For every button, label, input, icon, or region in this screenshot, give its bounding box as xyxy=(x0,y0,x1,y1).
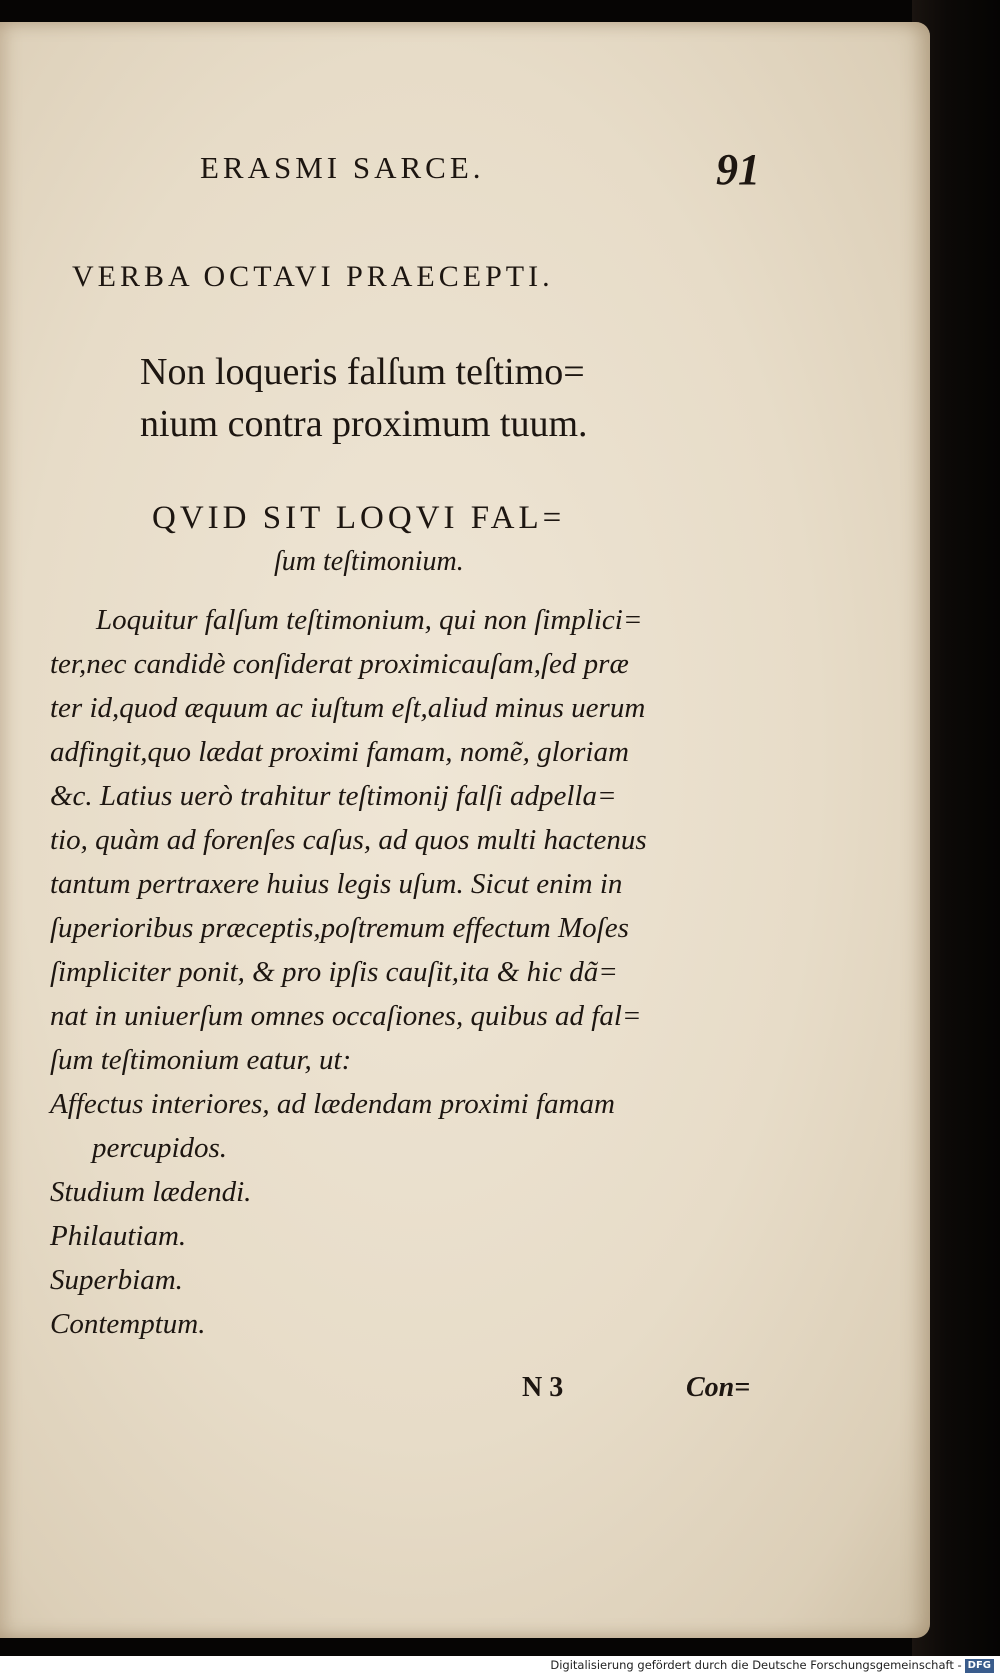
running-header: ERASMI SARCE. xyxy=(200,150,485,185)
page-number: 91 xyxy=(716,145,760,194)
commandment-line: Non loqueris falſum teſtimo= xyxy=(140,351,585,393)
list-item: Studium lædendi. xyxy=(50,1176,252,1208)
list-item: Philautiam. xyxy=(50,1220,187,1252)
body-text-line: nat in uniuerſum omnes occaſiones, quibus ad fal= xyxy=(50,1000,642,1032)
body-text-line: tio, quàm ad forenſes caſus, ad quos multi hactenus xyxy=(50,824,647,856)
list-item: Superbiam. xyxy=(50,1264,183,1296)
book-page xyxy=(0,22,930,1638)
body-text-line: ſimpliciter ponit, & pro ipſis cauſit,ita & hic dã= xyxy=(50,956,618,988)
catchword: Con= xyxy=(686,1372,751,1403)
body-text-line: ſuperioribus præceptis,poſtremum effectum Moſes xyxy=(50,912,629,944)
body-text-line: ter,nec candidè conſiderat proximicauſam,ſed præ xyxy=(50,648,629,680)
footer-credit-text: Digitalisierung gefördert durch die Deutsche Forschungsgemeinschaft - xyxy=(550,1658,962,1672)
list-item: percupidos. xyxy=(92,1132,228,1164)
commandment-line: nium contra proximum tuum. xyxy=(140,403,588,445)
list-item: Contemptum. xyxy=(50,1308,206,1340)
list-item: Affectus interiores, ad lædendam proximi famam xyxy=(50,1088,615,1120)
footer-credit-bar xyxy=(0,1656,1000,1676)
sub-heading: ſum teſtimonium. xyxy=(274,546,464,577)
body-text-line: ter id,quod æquum ac iuſtum eſt,aliud minus uerum xyxy=(50,692,646,724)
body-text-line: &c. Latius uerò trahitur teſtimonij falſi adpella= xyxy=(50,780,617,812)
dfg-logo: DFG xyxy=(965,1659,994,1673)
body-text-line: adfingit,quo lædat proximi famam, nomẽ, gloriam xyxy=(50,736,629,768)
sub-heading: QVID SIT LOQVI FAL= xyxy=(152,500,566,536)
body-text-line: Loquitur falſum teſtimonium, qui non ſimplici= xyxy=(96,604,643,636)
section-heading: VERBA OCTAVI PRAECEPTI. xyxy=(72,260,554,293)
footer-credit xyxy=(550,1658,994,1673)
body-text-line: ſum teſtimonium eatur, ut: xyxy=(50,1044,352,1076)
signature-mark: N 3 xyxy=(522,1372,564,1403)
body-text-line: tantum pertraxere huius legis uſum. Sicut enim in xyxy=(50,868,623,900)
